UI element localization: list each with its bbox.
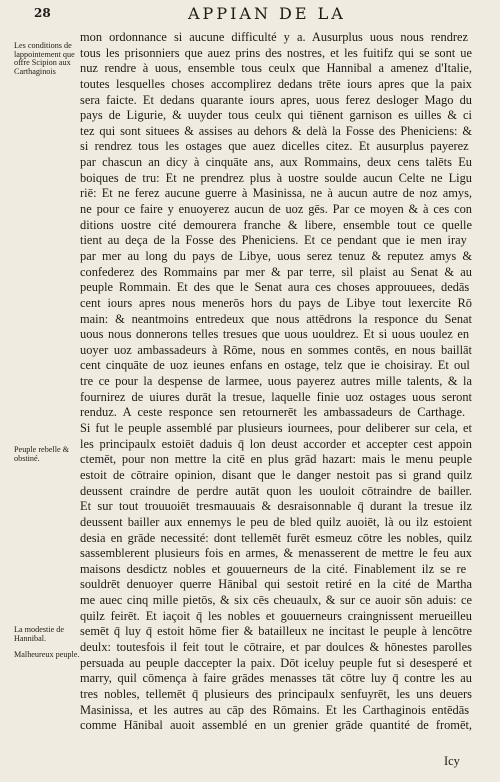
text-line: par chascun an dicy à cinquāte ans, aux Rommains, deux cens talēts Eu <box>80 155 472 170</box>
text-line: ctemēt, pour non mettre la citē en plus grād hazart: mais le menu peuple <box>80 452 472 467</box>
text-line: tre ce pour la despense de larmee, uous payerez autres mille talents, & la <box>80 374 472 389</box>
text-line: semēt q̄ luy q̄ estoit hōme fier & batailleux ne incitast le peuple à lencōtre <box>80 624 472 639</box>
running-title: APPIAN DE LA <box>188 4 346 23</box>
text-line: sera faicte. Et dedans quarante iours apres, uous ferez desloger Mago du <box>80 92 472 107</box>
text-line: desia en grāde necessité: dont tellemēt furēt esmeuz cōtre les nobles, quilz <box>80 530 472 545</box>
text-line: tres nobles, tellemēt q̄ plusieurs des principaulx senfuyrēt, les uns deuers <box>80 686 472 701</box>
text-line: si rendrez tous les ostages que auez dicelles citez. Et ausurplus payerez <box>80 139 469 154</box>
text-line: persuada au peuple daccepter la paix. Dōt iceluy peuple fut si desesperé et <box>80 655 472 670</box>
text-line: Masinissa, et les autres au cāp des Rōmains. Et les Carthaginois entēdās <box>80 702 470 717</box>
text-line: maisons desdictz nobles et gouuerneurs de la cité. Finablement ilz se re <box>80 561 467 576</box>
text-line: me auec cinq mille pietōs, & six cēs cheuaulx, & sur ce auoir sōn aduis: ce <box>80 593 472 608</box>
text-line: deussent bailler aux ennemys le peu de bled quilz auoiēt, là ou ilz estoient <box>80 514 472 529</box>
text-line: peuple Rommain. Et des que le Senat aura ces choses approuuees, dedās <box>80 280 470 295</box>
text-line: marry, quil cōmença à faire grādes menasses tāt cōtre luy q̄ contre les au <box>80 671 472 686</box>
text-line: mon ordonnance si aucune difficulté y a. Ausurplus uous nous rendrez <box>80 30 469 44</box>
text-line: sassemblerent plusieurs fois en armes, & menasserent de mettre le feu aux <box>80 546 472 561</box>
text-line: tous les prisonniers que auez prins des nostres, et les fuitifz qui se sont ue <box>80 45 472 60</box>
text-line: Et sur tout trouuoiēt tresmauuais & desraisonnable q̄ durant la tresue ilz <box>80 499 472 514</box>
text-line: fournirez de uiures durāt la tresue, laquelle finie uoz ostages uous seront <box>80 389 472 404</box>
text-line: nuz rendre à uous, ensemble tous ceulx que Hannibal a amenez d'Italie, <box>80 61 472 76</box>
text-line: uoyer uoz ambassadeurs à Rōme, nous en sommes contēs, en nous baillāt <box>80 342 472 357</box>
margin-note-hannibal-modesty: La modestie de Hannibal. <box>14 625 65 643</box>
text-line: ne pour ce faire y enuoyerez aucun de uoz gēs. Par ce moyen & à ces con <box>80 202 472 217</box>
page-header <box>0 4 500 24</box>
text-line: pays de Ligurie, & uuyder tous ceulx qui tiēnent garnison es uilles & ci <box>80 108 472 123</box>
text-line: riē: Et ne ferez aucune guerre à Masinissa, ne à aucun autre de noz amys, <box>80 186 472 201</box>
text-line: cent cinquāte de uoz ieunes enfans en ostage, telz que ie choisiray. Et oul <box>80 358 470 373</box>
text-line: quilz feirēt. Et iaçoit q̄ les nobles et gouuerneurs craingnissent merueilleu <box>80 608 472 623</box>
text-line: renduz. A ceste responce sen retournerēt les ambassadeurs de Carthage. <box>80 405 466 420</box>
page-number: 28 <box>34 6 51 20</box>
text-line: cent iours apres nous menerōs hors du pays de Libye tout lexercite Rō <box>80 295 472 310</box>
text-line: tient au deça de la Fosse des Pheniciens. Et ce pendant que ie men iray <box>80 233 467 248</box>
text-line: tez qui sont situees & assises au dehors & delà la Fosse des Pheniciens: & <box>80 123 472 138</box>
text-line: confederez des Rommains par mer & par terre, sil plaist au Senat & au <box>80 264 472 279</box>
text-line: estoit de cōtraire opinion, disant que le danger nestoit pas si grand quilz <box>80 467 472 482</box>
catchword: Icy <box>444 754 460 768</box>
margin-note-conditions: Les conditions de lappointement que offre Scipion aux Carthaginois <box>14 41 75 76</box>
text-line: les principaulx estoiēt daduis q̄ lon deust accorder et accepter cest appoin <box>80 436 472 451</box>
text-line: comme Hānibal auoit assemblé en un grenier grāde quantité de fromēt, <box>80 718 472 733</box>
text-line: boiques de tru: Et ne prendrez plus à uostre soulde aucun Celte ne Ligu <box>80 170 472 185</box>
text-line: uous nous donnerons telles tresues que uous uouldrez. Et si uous uoulez en <box>80 327 470 342</box>
text-line: deulx: toutesfois il feit tout le cōtraire, et par doulces & hōnestes parolles <box>80 639 472 654</box>
text-line: toutes lesquelles choses accomplirez dedans trēte iours apres que la paix <box>80 76 472 91</box>
text-line: souldrēt denuoyer querre Hānibal qui sestoit retiré en la cité de Martha <box>80 577 472 592</box>
text-line: Si fut le peuple assemblé par plusieurs iournees, pour deliberer sur cela, et <box>80 421 472 436</box>
margin-note-unhappy-people: Malheureux peuple. <box>14 650 80 659</box>
body-text <box>80 30 472 734</box>
text-line: par mer au long du pays de Libye, uous serez tenuz & reputez amys & <box>80 248 472 263</box>
text-line: main: & neantmoins entredeux que nous attēdrons la responce du Senat <box>80 311 472 326</box>
text-line: ditions uostre cité demourera franche & libere, ensemble tout ce quelle <box>80 217 472 232</box>
text-line: deussent craindre de perdre autāt quon les uouloit cōtraindre de bailler. <box>80 483 472 498</box>
margin-note-rebel-people: Peuple rebelle & obstiné. <box>14 445 70 463</box>
